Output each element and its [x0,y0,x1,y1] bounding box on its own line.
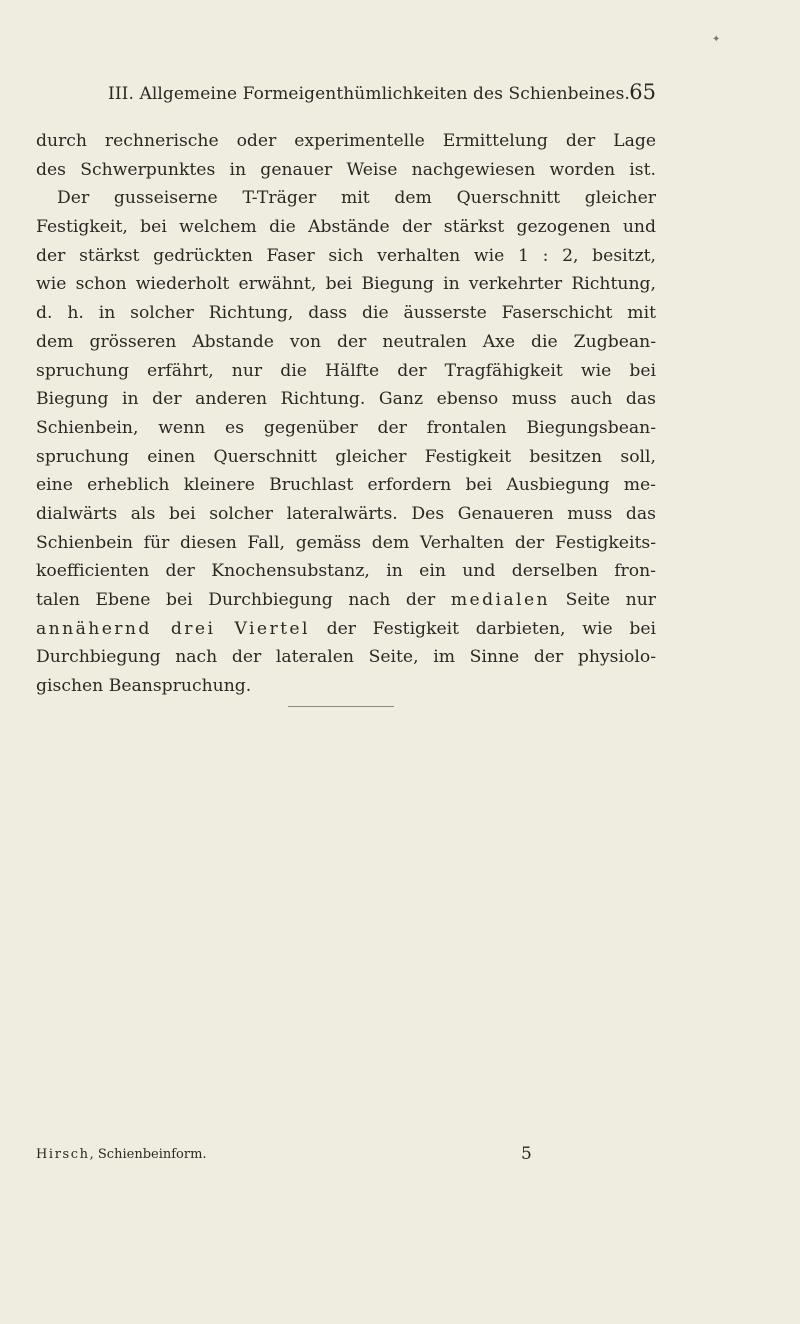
text-line: der stärkst gedrückten Faser sich verhalten wie 1 : 2, besitzt, [36,245,656,266]
footer-work: , Schienbeinform. [89,1147,207,1162]
page-number: 65 [629,80,656,104]
text-line [36,586,656,615]
text-line: Biegung in der anderen Richtung. Ganz ebenso muss auch das [36,389,656,410]
body-paragraphs [36,127,656,701]
text-line: Der gusseiserne T-Träger mit dem Querschnitt gleicher [57,188,656,209]
text-line: gischen Beanspruchung. [36,676,252,697]
text-line: koefficienten der Knochensubstanz, in ein und derselben fron- [36,561,656,582]
running-header [108,80,656,110]
emphasized-text: medialen [450,590,550,610]
footer-author: Hirsch [36,1147,90,1162]
text-fragment: Seite nur [565,590,656,610]
page-footer [36,1144,656,1167]
text-line: wie schon wiederholt erwähnt, bei Biegung in verkehrter Richtung, [36,274,656,295]
signature-mark: 5 [521,1144,532,1164]
section-divider [288,706,394,707]
text-line: dem grösseren Abstande von der neutralen Axe die Zugbean- [36,331,656,352]
text-line: Schienbein für diesen Fall, gemäss dem Verhalten der Festigkeits- [36,532,656,553]
text-line: spruchung erfährt, nur die Hälfte der Tragfähigkeit wie bei [36,360,656,381]
text-line: des Schwerpunktes in genauer Weise nachgewiesen worden ist. [36,159,656,180]
footer-credit [36,1147,207,1162]
text-line: Durchbiegung nach der lateralen Seite, im Sinne der physiolo- [36,647,656,668]
text-line: dialwärts als bei solcher lateralwärts. Des Genaueren muss das [36,503,656,524]
corner-mark-icon: ✦ [712,34,721,45]
running-title: III. Allgemeine Formeigenthümlichkeiten des Schienbeines. [108,84,630,104]
text-line: d. h. in solcher Richtung, dass die äusserste Faserschicht mit [36,303,656,324]
text-line: durch rechnerische oder experimentelle Ermittelung der Lage [36,131,656,151]
text-line: Festigkeit, bei welchem die Abstände der stärkst gezogenen und [36,217,656,238]
text-fragment: der Festigkeit darbieten, wie bei [326,618,656,639]
text-fragment: talen Ebene bei Durchbiegung nach der [36,590,436,610]
text-line: eine erheblich kleinere Bruchlast erfordern bei Ausbiegung me- [36,475,656,496]
text-line: Schienbein, wenn es gegenüber der frontalen Biegungsbean- [36,417,656,438]
text-line [36,615,656,644]
text-line: spruchung einen Querschnitt gleicher Festigkeit besitzen soll, [36,446,656,467]
emphasized-text: annähernd drei Viertel [36,618,310,639]
